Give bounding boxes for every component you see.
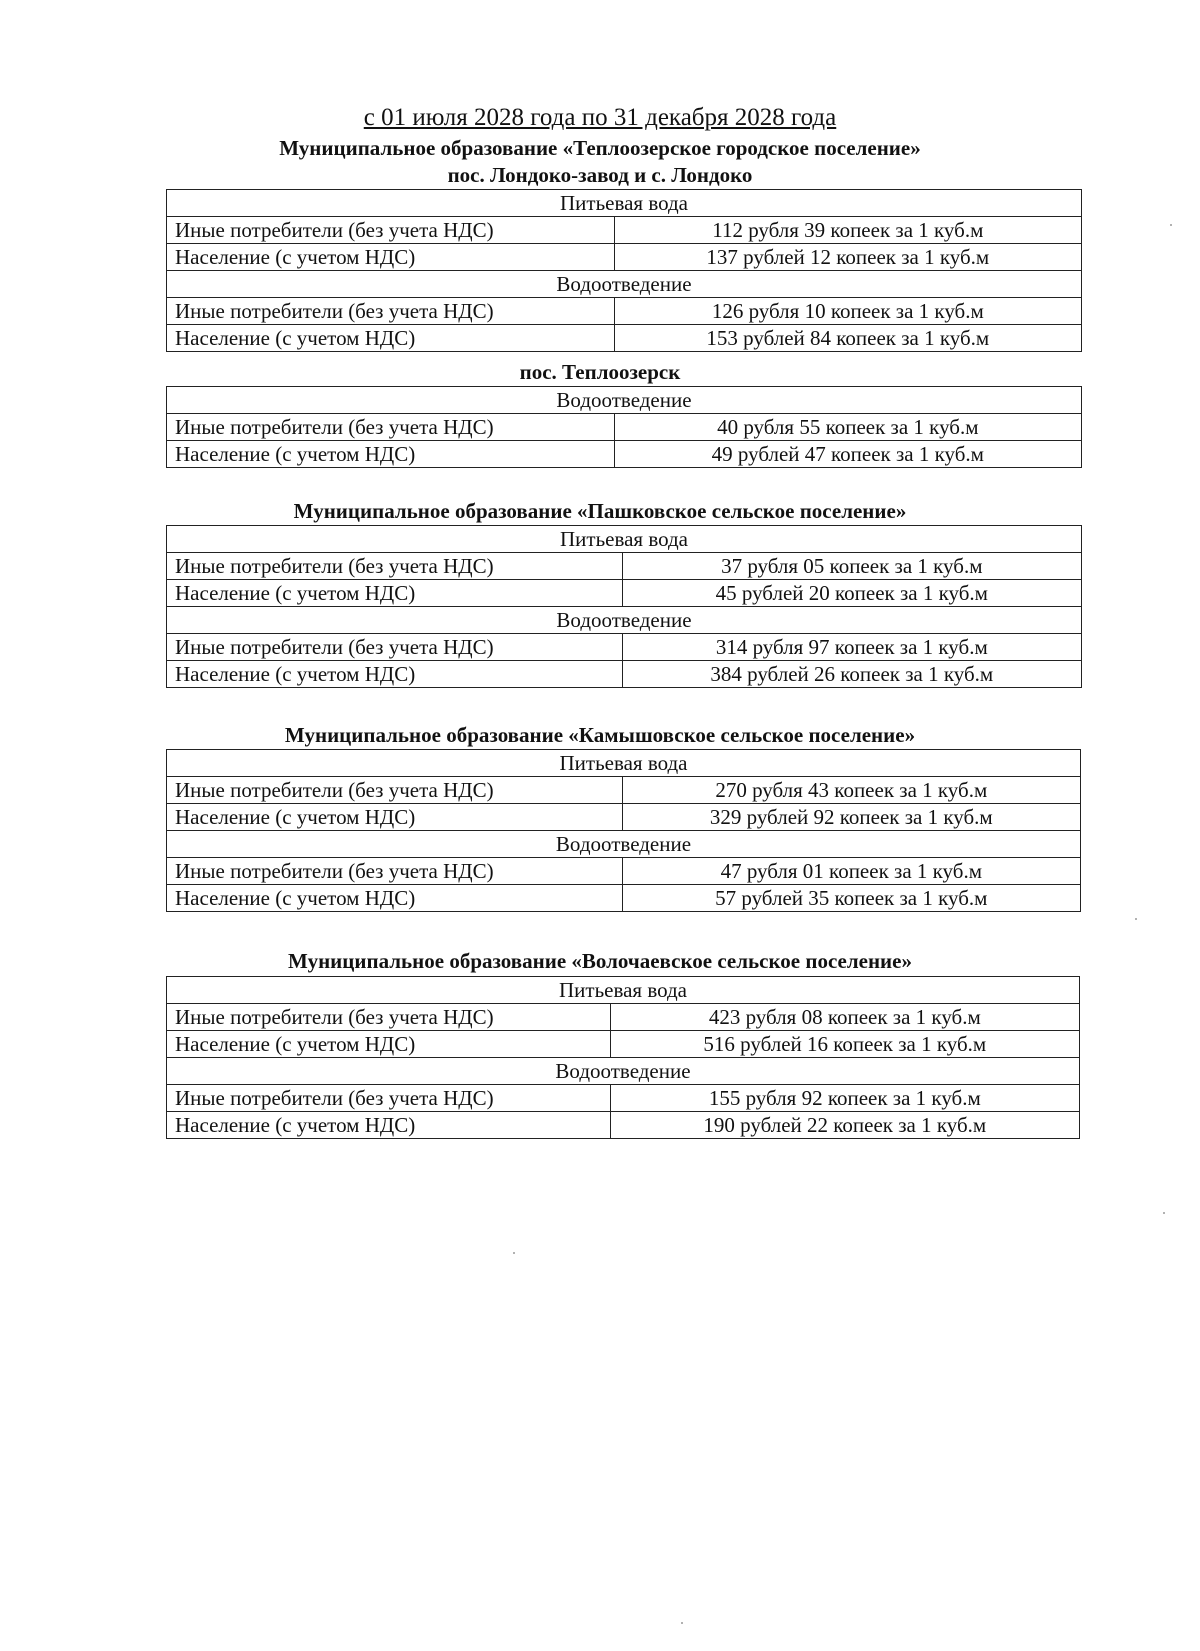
scan-speck — [681, 1622, 683, 1624]
tariff-value: 47 рубля 01 копеек за 1 куб.м — [622, 858, 1080, 885]
municipality-title-volochaevskoe: Муниципальное образование «Волочаевское сельское поселение» — [288, 949, 912, 973]
table-row — [167, 325, 1082, 352]
consumer-label: Иные потребители (без учета НДС) — [167, 414, 615, 441]
tariff-value: 40 рубля 55 копеек за 1 куб.м — [614, 414, 1081, 441]
section-header-sewerage: Водоотведение — [167, 607, 1082, 634]
tariff-value: 57 рублей 35 копеек за 1 куб.м — [622, 885, 1080, 912]
locality-teploozersk: пос. Теплоозерск — [519, 360, 681, 384]
scan-speck — [1135, 918, 1137, 920]
table-row — [167, 1004, 1080, 1031]
tariff-table-londoko — [166, 189, 1082, 352]
locality-londoko: пос. Лондоко-завод и с. Лондоко — [447, 163, 753, 187]
scan-speck — [1170, 224, 1172, 226]
tariff-value: 423 рубля 08 копеек за 1 куб.м — [610, 1004, 1079, 1031]
table-row — [167, 885, 1081, 912]
table-row — [167, 977, 1080, 1004]
tariff-table-kamyshovskoe — [166, 749, 1081, 912]
consumer-label: Иные потребители (без учета НДС) — [167, 634, 623, 661]
section-header-sewerage: Водоотведение — [167, 387, 1082, 414]
tariff-value: 126 рубля 10 копеек за 1 куб.м — [614, 298, 1081, 325]
section-header-drinking-water: Питьевая вода — [167, 977, 1080, 1004]
tariff-period: с 01 июля 2028 года по 31 декабря 2028 года — [363, 104, 837, 131]
section-header-drinking-water: Питьевая вода — [167, 750, 1081, 777]
table-row — [167, 661, 1082, 688]
table-row — [167, 804, 1081, 831]
tariff-value: 37 рубля 05 копеек за 1 куб.м — [622, 553, 1081, 580]
tariff-value: 516 рублей 16 копеек за 1 куб.м — [610, 1031, 1079, 1058]
table-row — [167, 190, 1082, 217]
tariff-value: 155 рубля 92 копеек за 1 куб.м — [610, 1085, 1079, 1112]
consumer-label: Население (с учетом НДС) — [167, 244, 615, 271]
tariff-table-teploozersk — [166, 386, 1082, 468]
scan-speck — [1163, 1212, 1165, 1214]
municipality-title-teploozerskoe: Муниципальное образование «Теплоозерское городское поселение» — [279, 136, 921, 160]
section-header-sewerage: Водоотведение — [167, 1058, 1080, 1085]
consumer-label: Население (с учетом НДС) — [167, 441, 615, 468]
consumer-label: Иные потребители (без учета НДС) — [167, 858, 623, 885]
scan-speck — [513, 1252, 515, 1254]
consumer-label: Иные потребители (без учета НДС) — [167, 298, 615, 325]
table-row — [167, 750, 1081, 777]
tariff-value: 329 рублей 92 копеек за 1 куб.м — [622, 804, 1080, 831]
table-row — [167, 1058, 1080, 1085]
tariff-value: 45 рублей 20 копеек за 1 куб.м — [622, 580, 1081, 607]
table-row — [167, 777, 1081, 804]
section-header-sewerage: Водоотведение — [167, 271, 1082, 298]
consumer-label: Население (с учетом НДС) — [167, 885, 623, 912]
consumer-label: Население (с учетом НДС) — [167, 1112, 611, 1139]
section-header-drinking-water: Питьевая вода — [167, 190, 1082, 217]
consumer-label: Население (с учетом НДС) — [167, 1031, 611, 1058]
table-row — [167, 244, 1082, 271]
table-row — [167, 271, 1082, 298]
table-row — [167, 607, 1082, 634]
tariff-value: 270 рубля 43 копеек за 1 куб.м — [622, 777, 1080, 804]
consumer-label: Иные потребители (без учета НДС) — [167, 1085, 611, 1112]
consumer-label: Население (с учетом НДС) — [167, 661, 623, 688]
municipality-title-pashkovskoe: Муниципальное образование «Пашковское сельское поселение» — [293, 499, 907, 523]
tariff-value: 137 рублей 12 копеек за 1 куб.м — [614, 244, 1081, 271]
consumer-label: Иные потребители (без учета НДС) — [167, 1004, 611, 1031]
table-row — [167, 217, 1082, 244]
tariff-value: 49 рублей 47 копеек за 1 куб.м — [614, 441, 1081, 468]
consumer-label: Иные потребители (без учета НДС) — [167, 553, 623, 580]
tariff-table-volochaevskoe — [166, 976, 1080, 1139]
consumer-label: Население (с учетом НДС) — [167, 325, 615, 352]
tariff-value: 314 рубля 97 копеек за 1 куб.м — [622, 634, 1081, 661]
consumer-label: Иные потребители (без учета НДС) — [167, 777, 623, 804]
table-row — [167, 526, 1082, 553]
tariff-table-pashkovskoe — [166, 525, 1082, 688]
tariff-value: 384 рублей 26 копеек за 1 куб.м — [622, 661, 1081, 688]
tariff-value: 153 рублей 84 копеек за 1 куб.м — [614, 325, 1081, 352]
section-header-sewerage: Водоотведение — [167, 831, 1081, 858]
table-row — [167, 387, 1082, 414]
section-header-drinking-water: Питьевая вода — [167, 526, 1082, 553]
table-row — [167, 553, 1082, 580]
consumer-label: Население (с учетом НДС) — [167, 580, 623, 607]
table-row — [167, 1085, 1080, 1112]
table-row — [167, 1112, 1080, 1139]
table-row — [167, 831, 1081, 858]
table-row — [167, 298, 1082, 325]
tariff-value: 112 рубля 39 копеек за 1 куб.м — [614, 217, 1081, 244]
table-row — [167, 441, 1082, 468]
table-row — [167, 414, 1082, 441]
table-row — [167, 580, 1082, 607]
municipality-title-kamyshovskoe: Муниципальное образование «Камышовское сельское поселение» — [284, 723, 916, 747]
consumer-label: Иные потребители (без учета НДС) — [167, 217, 615, 244]
table-row — [167, 1031, 1080, 1058]
consumer-label: Население (с учетом НДС) — [167, 804, 623, 831]
table-row — [167, 634, 1082, 661]
tariff-value: 190 рублей 22 копеек за 1 куб.м — [610, 1112, 1079, 1139]
table-row — [167, 858, 1081, 885]
